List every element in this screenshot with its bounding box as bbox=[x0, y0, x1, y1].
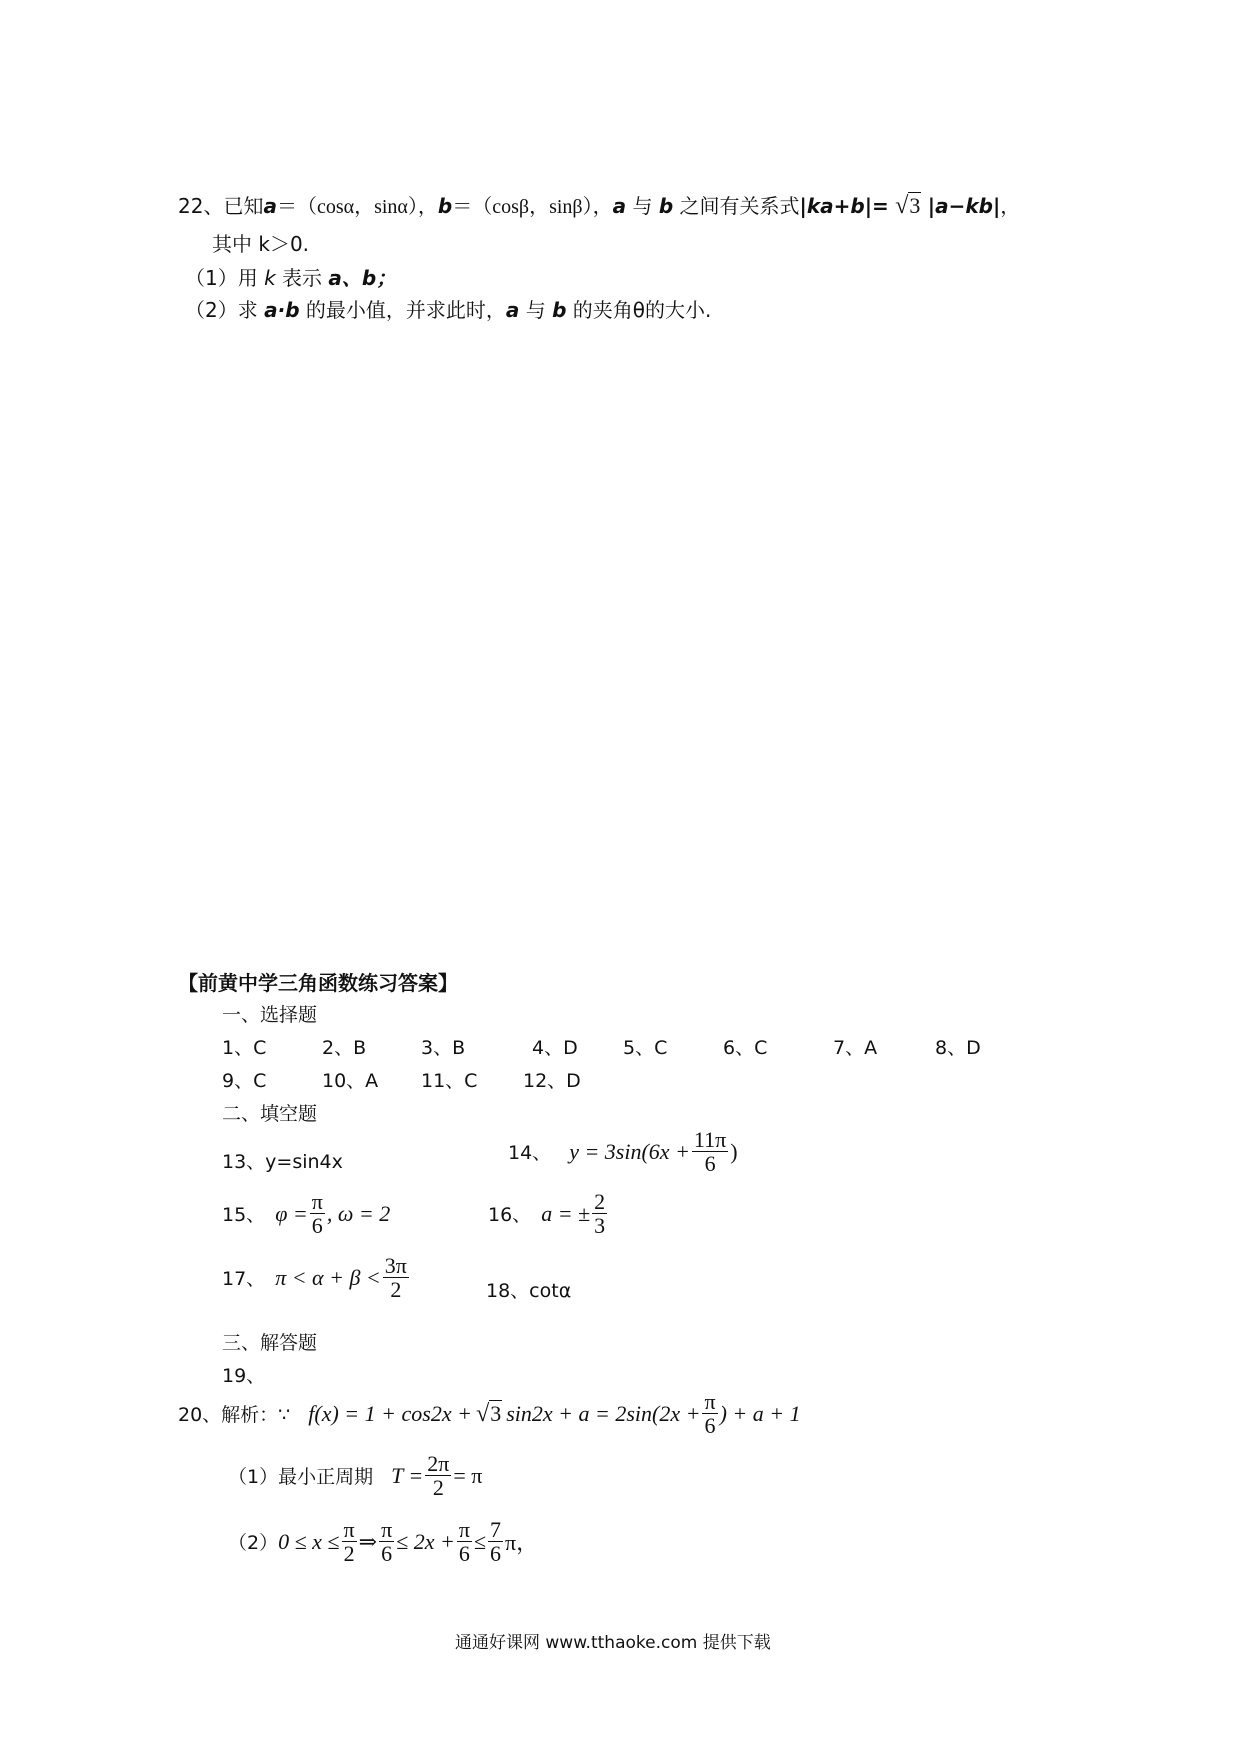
choice-answer: 10、A bbox=[322, 1070, 379, 1092]
part2-le: ≤ bbox=[473, 1528, 487, 1554]
choice-answer: 11、C bbox=[421, 1070, 478, 1092]
part2-mid: 的最小值，并求此时， bbox=[305, 298, 506, 322]
fraction-numerator: 3π bbox=[384, 1253, 407, 1278]
q22-lhs: |ka+b|= bbox=[799, 194, 889, 218]
part2-end: π， bbox=[505, 1530, 539, 1556]
fraction-denominator: 2 bbox=[390, 1277, 402, 1303]
fraction-denominator: 2 bbox=[432, 1475, 444, 1501]
answer-19: 19、 bbox=[222, 1365, 266, 1387]
q22-known: 已知 bbox=[223, 194, 264, 218]
answer-20-part2 bbox=[228, 1518, 538, 1565]
part1-mid: 表示 bbox=[282, 266, 323, 290]
choice-answer: 3、B bbox=[421, 1037, 466, 1059]
part1-T: T = bbox=[391, 1462, 424, 1488]
part2-c: ≤ 2x + bbox=[396, 1528, 455, 1554]
fraction-denominator: 3 bbox=[594, 1213, 606, 1239]
answer-16-lhs: a = ± bbox=[541, 1200, 591, 1226]
choice-answer: 5、C bbox=[623, 1037, 668, 1059]
answer-14 bbox=[508, 1128, 738, 1175]
part1-label: （1）最小正周期 bbox=[228, 1466, 374, 1489]
choice-answer: 12、D bbox=[523, 1070, 581, 1092]
cos-beta: cosβ bbox=[492, 196, 530, 218]
part2-end: 的夹角θ的大小. bbox=[572, 298, 712, 322]
q22-rhs: |a−kb| bbox=[927, 194, 1001, 218]
fraction-numerator: π bbox=[343, 1517, 355, 1542]
answer-15-label: 15、 bbox=[222, 1204, 266, 1227]
fraction-denominator: 6 bbox=[704, 1413, 716, 1439]
section-choice-heading: 一、选择题 bbox=[222, 1004, 318, 1026]
question-22-part2 bbox=[185, 294, 711, 323]
choice-answer: 7、A bbox=[833, 1037, 878, 1059]
answer-20-fraction bbox=[702, 1390, 717, 1437]
fraction-numerator: π bbox=[458, 1517, 470, 1542]
footer-text: 通通好课网 www.tthaoke.com 提供下载 bbox=[455, 1633, 771, 1653]
answer-13: 13、y=sin4x bbox=[222, 1151, 343, 1173]
answer-16 bbox=[488, 1190, 609, 1237]
answer-17-fraction bbox=[383, 1254, 409, 1301]
vector-b: b bbox=[437, 194, 453, 218]
q22-eq: ＝（ bbox=[276, 194, 317, 218]
answer-20-end: ) + a + 1 bbox=[719, 1400, 801, 1426]
fraction-numerator: π bbox=[381, 1517, 393, 1542]
answer-18: 18、cotα bbox=[486, 1280, 572, 1302]
answer-20-part1 bbox=[228, 1452, 482, 1499]
fraction-numerator: 2π bbox=[427, 1451, 450, 1476]
fraction-denominator: 6 bbox=[704, 1151, 716, 1177]
answer-20-label: 20、解析：∵ bbox=[178, 1404, 291, 1427]
fraction-denominator: 6 bbox=[381, 1541, 393, 1567]
section-solution-heading: 三、解答题 bbox=[222, 1332, 318, 1354]
part2-dot: a·b bbox=[264, 298, 300, 322]
fraction-numerator: 2 bbox=[594, 1189, 606, 1214]
fraction-numerator: 7 bbox=[490, 1517, 502, 1542]
fraction-denominator: 6 bbox=[458, 1541, 470, 1567]
answer-20 bbox=[178, 1390, 801, 1437]
answer-14-label: 14、 bbox=[508, 1142, 552, 1165]
question-22-line2: 其中 k＞0. bbox=[212, 232, 310, 256]
q22-number: 22、 bbox=[178, 194, 224, 218]
answers-title: 【前黄中学三角函数练习答案】 bbox=[178, 971, 458, 995]
sqrt-3: √ 3 bbox=[895, 192, 921, 219]
fraction-numerator: 11π bbox=[693, 1127, 727, 1152]
choice-answer: 2、B bbox=[322, 1037, 367, 1059]
choice-answer: 8、D bbox=[935, 1037, 981, 1059]
answer-17 bbox=[222, 1254, 411, 1301]
part2-label: （2） bbox=[228, 1532, 279, 1555]
part1-ab: a、b； bbox=[328, 266, 397, 290]
part1-end: = π bbox=[453, 1462, 483, 1488]
part2-fraction-4 bbox=[488, 1518, 503, 1565]
answer-17-lhs: π < α + β < bbox=[275, 1264, 381, 1290]
q22-close1: ）， bbox=[407, 194, 438, 218]
fraction-denominator: 2 bbox=[343, 1541, 355, 1567]
part2-a: a bbox=[505, 298, 520, 322]
fraction-numerator: π bbox=[704, 1389, 716, 1414]
part2-fraction-2 bbox=[379, 1518, 394, 1565]
q22-close2: ）， bbox=[582, 194, 613, 218]
q22-and: 与 bbox=[632, 194, 653, 218]
cos-alpha: cosα bbox=[316, 196, 355, 218]
part2-prefix: （2）求 bbox=[185, 298, 258, 322]
part2-and: 与 bbox=[525, 298, 546, 322]
part2-b: b bbox=[552, 298, 567, 322]
part2-a: 0 ≤ x ≤ bbox=[278, 1528, 340, 1554]
sin-alpha: sinα bbox=[374, 196, 408, 218]
answer-15-phi: φ = bbox=[275, 1200, 308, 1226]
answer-20-expr: f(x) = 1 + cos2x + bbox=[308, 1400, 472, 1426]
part2-fraction-3 bbox=[457, 1518, 472, 1565]
fraction-denominator: 6 bbox=[490, 1541, 502, 1567]
answer-14-lhs: y = 3sin(6x + bbox=[569, 1138, 690, 1164]
sqrt-3-b: √ 3 bbox=[475, 1399, 502, 1427]
answer-15-fraction bbox=[310, 1190, 325, 1237]
choice-answer: 4、D bbox=[532, 1037, 578, 1059]
part1-prefix: （1）用 bbox=[185, 266, 258, 290]
answer-14-end: ) bbox=[730, 1138, 738, 1164]
q22-eq2: ＝（ bbox=[452, 194, 493, 218]
question-22-part1 bbox=[185, 262, 396, 291]
q22-tail: ， bbox=[1000, 194, 1021, 218]
answer-20-expr2: sin2x + a = 2sin(2x + bbox=[506, 1400, 701, 1426]
part2-implies: ⇒ bbox=[358, 1528, 378, 1554]
q22-comma2: ， bbox=[529, 194, 550, 218]
answer-15 bbox=[222, 1190, 390, 1237]
q22-comma: ， bbox=[354, 194, 375, 218]
vector-a-2: a bbox=[612, 194, 627, 218]
answer-14-fraction bbox=[692, 1128, 728, 1175]
choice-answer: 1、C bbox=[222, 1037, 267, 1059]
answer-15-rest: , ω = 2 bbox=[326, 1200, 391, 1226]
part1-k: k bbox=[264, 266, 276, 290]
sqrt-3-value: 3 bbox=[909, 193, 921, 218]
vector-a: a bbox=[263, 194, 277, 218]
fraction-numerator: π bbox=[311, 1189, 323, 1214]
answer-16-fraction bbox=[592, 1190, 607, 1237]
choice-answer: 6、C bbox=[723, 1037, 768, 1059]
q22-relation-text: 之间有关系式 bbox=[679, 194, 800, 218]
answer-16-label: 16、 bbox=[488, 1204, 532, 1227]
section-fill-heading: 二、填空题 bbox=[222, 1103, 318, 1125]
sqrt-3-b-value: 3 bbox=[490, 1400, 502, 1426]
fraction-denominator: 6 bbox=[311, 1213, 323, 1239]
part1-fraction bbox=[425, 1452, 451, 1499]
choice-answer: 9、C bbox=[222, 1070, 267, 1092]
sin-beta: sinβ bbox=[549, 196, 583, 218]
answer-17-label: 17、 bbox=[222, 1268, 266, 1291]
question-22-line1 bbox=[178, 190, 1020, 220]
part2-fraction-1 bbox=[342, 1518, 357, 1565]
vector-b-2: b bbox=[658, 194, 674, 218]
